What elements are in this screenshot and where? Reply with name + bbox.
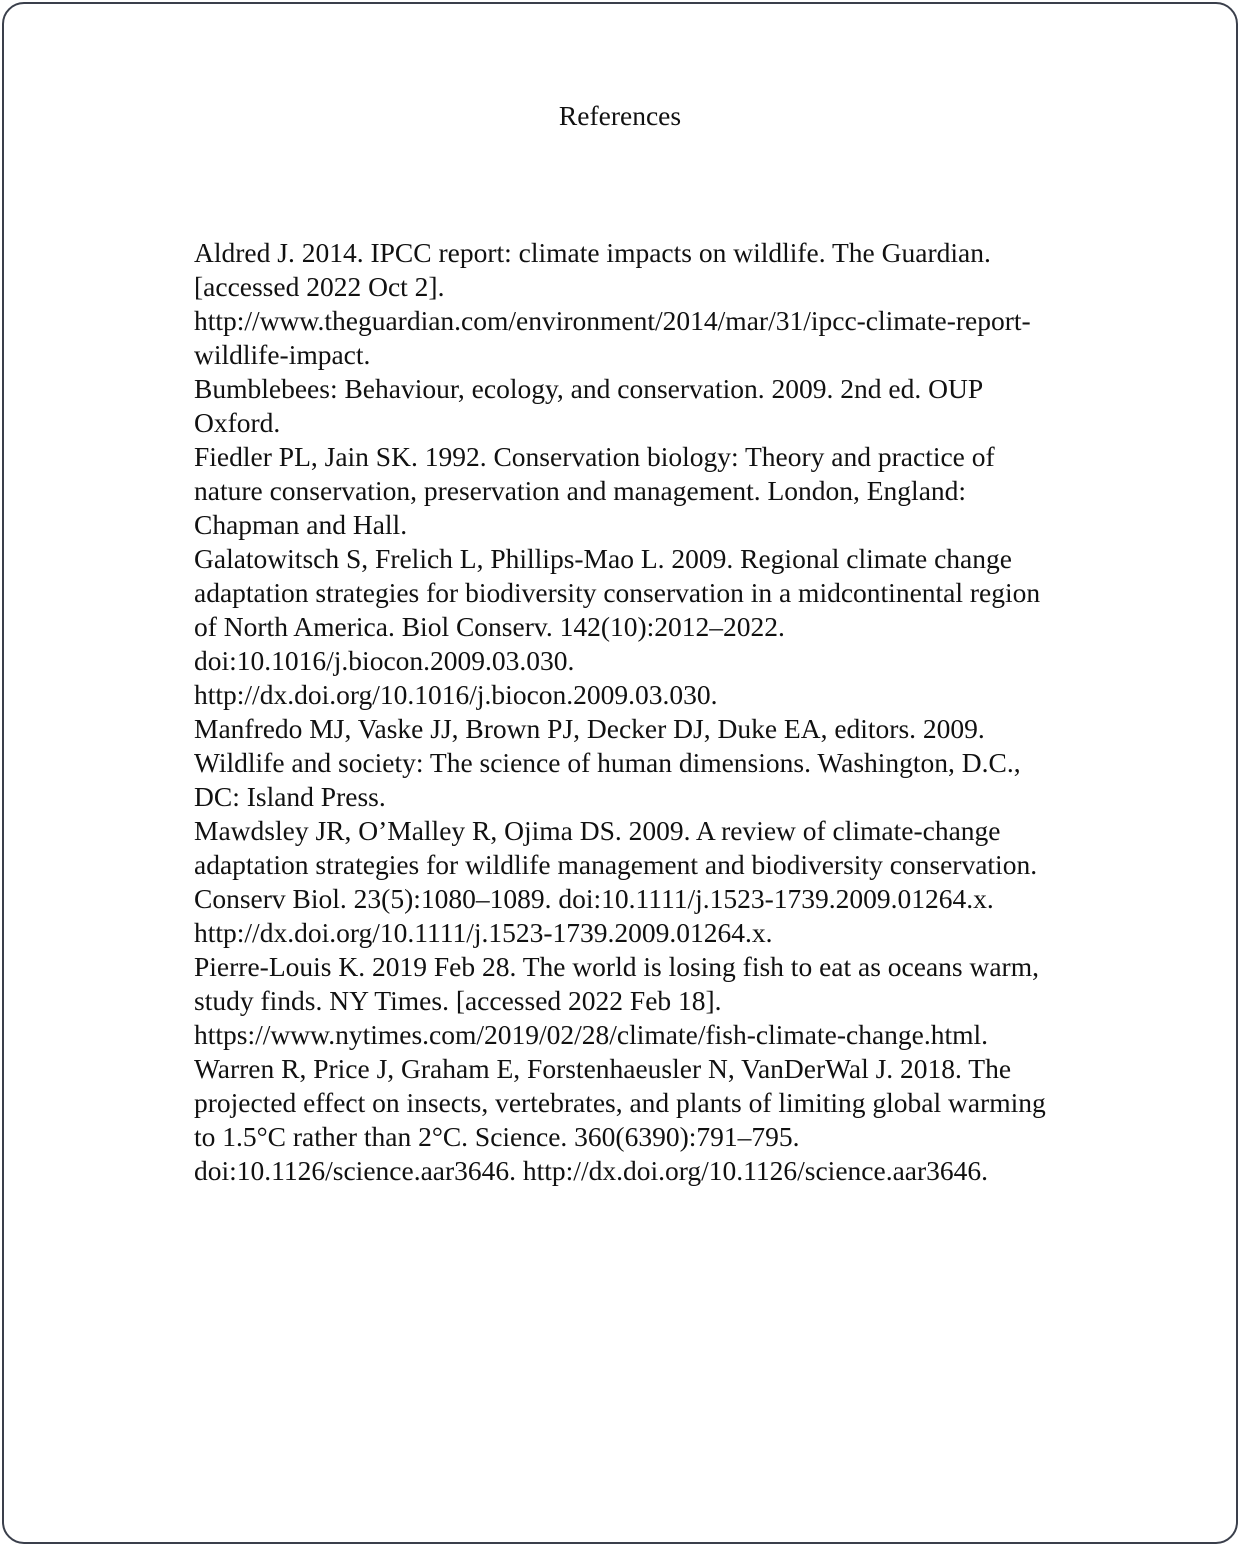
reference-line: projected effect on insects, vertebrates, and plants of limiting global warming	[194, 1087, 1046, 1118]
reference-line: study finds. NY Times. [accessed 2022 Feb 18].	[194, 985, 722, 1016]
reference-line: Mawdsley JR, O’Malley R, Ojima DS. 2009. A review of climate-change	[194, 815, 1001, 846]
reference-line: http://www.theguardian.com/environment/2014/mar/31/ipcc-climate-report-	[194, 305, 1031, 336]
reference-line: Bumblebees: Behaviour, ecology, and conservation. 2009. 2nd ed. OUP	[194, 373, 984, 404]
reference-line: http://dx.doi.org/10.1016/j.biocon.2009.03.030.	[194, 679, 718, 710]
reference-entry	[194, 372, 1114, 440]
reference-line: Aldred J. 2014. IPCC report: climate impacts on wildlife. The Guardian.	[194, 237, 991, 268]
reference-entry	[194, 1052, 1114, 1188]
reference-line: Fiedler PL, Jain SK. 1992. Conservation biology: Theory and practice of	[194, 441, 995, 472]
reference-line: doi:10.1126/science.aar3646. http://dx.doi.org/10.1126/science.aar3646.	[194, 1155, 989, 1186]
page-title: References	[558, 100, 682, 131]
reference-entry	[194, 950, 1114, 1052]
reference-entry	[194, 712, 1114, 814]
reference-line: adaptation strategies for biodiversity conservation in a midcontinental region	[194, 577, 1041, 608]
reference-line: Wildlife and society: The science of human dimensions. Washington, D.C.,	[194, 747, 1021, 778]
reference-line: https://www.nytimes.com/2019/02/28/climate/fish-climate-change.html.	[194, 1019, 989, 1050]
reference-line: doi:10.1016/j.biocon.2009.03.030.	[194, 645, 575, 676]
reference-line: Pierre-Louis K. 2019 Feb 28. The world is losing fish to eat as oceans warm,	[194, 951, 1039, 982]
reference-entry	[194, 236, 1114, 372]
reference-line: Chapman and Hall.	[194, 509, 408, 540]
reference-line: wildlife-impact.	[194, 339, 371, 370]
reference-line: to 1.5°C rather than 2°C. Science. 360(6390):791–795.	[194, 1121, 800, 1152]
reference-line: Manfredo MJ, Vaske JJ, Brown PJ, Decker DJ, Duke EA, editors. 2009.	[194, 713, 985, 744]
reference-line: http://dx.doi.org/10.1111/j.1523-1739.2009.01264.x.	[194, 917, 773, 948]
reference-line: adaptation strategies for wildlife management and biodiversity conservation.	[194, 849, 1038, 880]
reference-entry	[194, 542, 1114, 712]
reference-entry	[194, 440, 1114, 542]
reference-line: [accessed 2022 Oct 2].	[194, 271, 445, 302]
reference-list	[194, 236, 1114, 1188]
reference-line: Conserv Biol. 23(5):1080–1089. doi:10.1111/j.1523-1739.2009.01264.x.	[194, 883, 994, 914]
reference-line: Oxford.	[194, 407, 281, 438]
reference-line: Warren R, Price J, Graham E, Forstenhaeusler N, VanDerWal J. 2018. The	[194, 1053, 1012, 1084]
reference-line: DC: Island Press.	[194, 781, 386, 812]
page-frame	[2, 2, 1238, 1544]
reference-line: Galatowitsch S, Frelich L, Phillips-Mao L. 2009. Regional climate change	[194, 543, 1012, 574]
reference-line: nature conservation, preservation and management. London, England:	[194, 475, 967, 506]
reference-line: of North America. Biol Conserv. 142(10):2012–2022.	[194, 611, 785, 642]
reference-entry	[194, 814, 1114, 950]
